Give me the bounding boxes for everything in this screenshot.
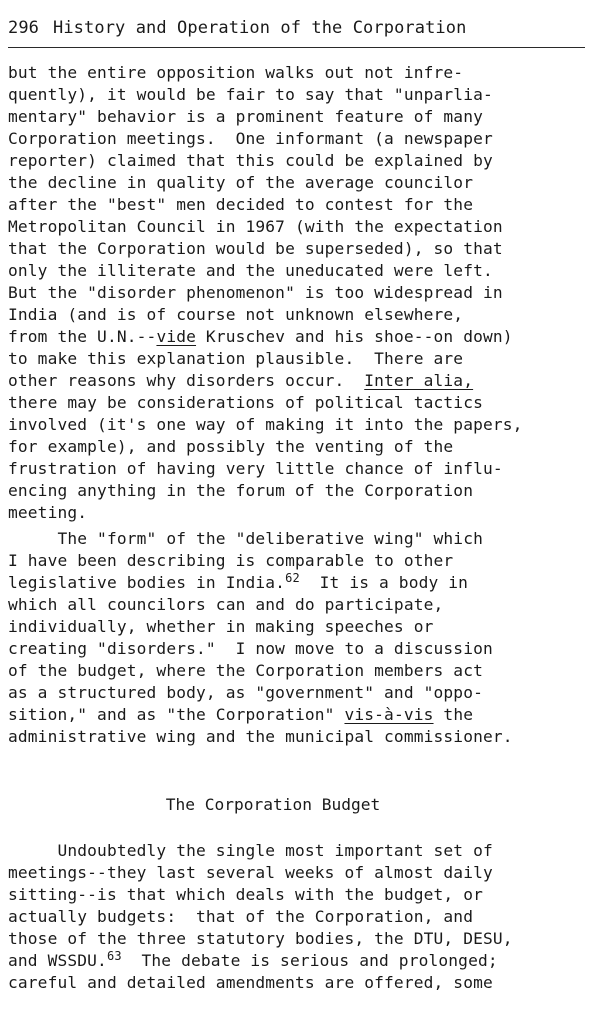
text-line: individually, whether in making speeches or	[8, 617, 434, 636]
underlined-term-inter-alia: Inter alia,	[364, 371, 474, 390]
text-line: involved (it's one way of making it into the papers,	[8, 415, 523, 434]
text-line: for example), and possibly the venting of the	[8, 437, 454, 456]
text-line: meetings--they last several weeks of almost daily	[8, 863, 493, 882]
text-line: after the "best" men decided to contest for the	[8, 195, 474, 214]
footnote-marker: 63	[106, 949, 122, 963]
header-rule	[8, 47, 585, 48]
footnote-marker: 62	[285, 571, 300, 585]
text-line: careful and detailed amendments are offered, some	[8, 973, 493, 992]
text-run: The debate is serious and prolonged;	[121, 951, 498, 970]
running-title: History and Operation of the Corporation	[53, 18, 467, 38]
text-line: Metropolitan Council in 1967 (with the expectation	[8, 217, 503, 236]
text-line	[8, 370, 473, 392]
underlined-term-vide: vide	[156, 327, 197, 346]
text-line	[8, 326, 513, 348]
text-line: quently), it would be fair to say that "unparlia-	[8, 85, 493, 104]
text-line: The "form" of the "deliberative wing" which	[8, 529, 483, 548]
text-line: the decline in quality of the average councilor	[8, 173, 474, 192]
text-line: frustration of having very little chance of influ-	[8, 459, 503, 478]
text-line: that the Corporation would be superseded), so that	[8, 239, 503, 258]
text-run: other reasons why disorders occur.	[8, 371, 365, 390]
text-line	[8, 704, 473, 726]
text-line	[8, 950, 498, 972]
text-run: legislative bodies in India.	[8, 573, 286, 592]
underlined-term-vis-a-vis: vis-à-vis	[344, 705, 434, 724]
text-line: sitting--is that which deals with the budget, or	[8, 885, 483, 904]
text-line: encing anything in the forum of the Corporation	[8, 481, 474, 500]
text-line: actually budgets: that of the Corporation, and	[8, 907, 474, 926]
running-header	[8, 18, 592, 44]
text-line: there may be considerations of political tactics	[8, 393, 483, 412]
text-run: and WSSDU.	[8, 951, 107, 970]
text-line: India (and is of course not unknown elsewhere,	[8, 305, 464, 324]
text-line	[8, 572, 468, 594]
text-line: reporter) claimed that this could be explained by	[8, 151, 493, 170]
text-run: from the U.N.--	[8, 327, 157, 346]
text-line: as a structured body, as "government" and "oppo-	[8, 683, 483, 702]
text-line: those of the three statutory bodies, the DTU, DESU,	[8, 929, 513, 948]
text-line: but the entire opposition walks out not infre-	[8, 63, 464, 82]
section-heading: The Corporation Budget	[165, 795, 381, 814]
text-line: Undoubtedly the single most important set of	[8, 841, 493, 860]
text-run: sition," and as "the Corporation"	[8, 705, 345, 724]
text-line: of the budget, where the Corporation members act	[8, 661, 483, 680]
text-run: Kruschev and his shoe--on down)	[196, 327, 513, 346]
text-line: administrative wing and the municipal commissioner.	[8, 727, 513, 746]
page-number: 296	[8, 18, 40, 38]
text-line: meeting.	[8, 503, 88, 522]
text-line: Corporation meetings. One informant (a newspaper	[8, 129, 493, 148]
text-line: to make this explanation plausible. There are	[8, 349, 464, 368]
text-line: mentary" behavior is a prominent feature of many	[8, 107, 483, 126]
text-line: But the "disorder phenomenon" is too widespread in	[8, 283, 503, 302]
text-line: only the illiterate and the uneducated were left.	[8, 261, 493, 280]
text-line: I have been describing is comparable to other	[8, 551, 454, 570]
text-line: which all councilors can and do participate,	[8, 595, 444, 614]
text-run: It is a body in	[299, 573, 469, 592]
text-run: the	[433, 705, 474, 724]
text-line: creating "disorders." I now move to a discussion	[8, 639, 493, 658]
